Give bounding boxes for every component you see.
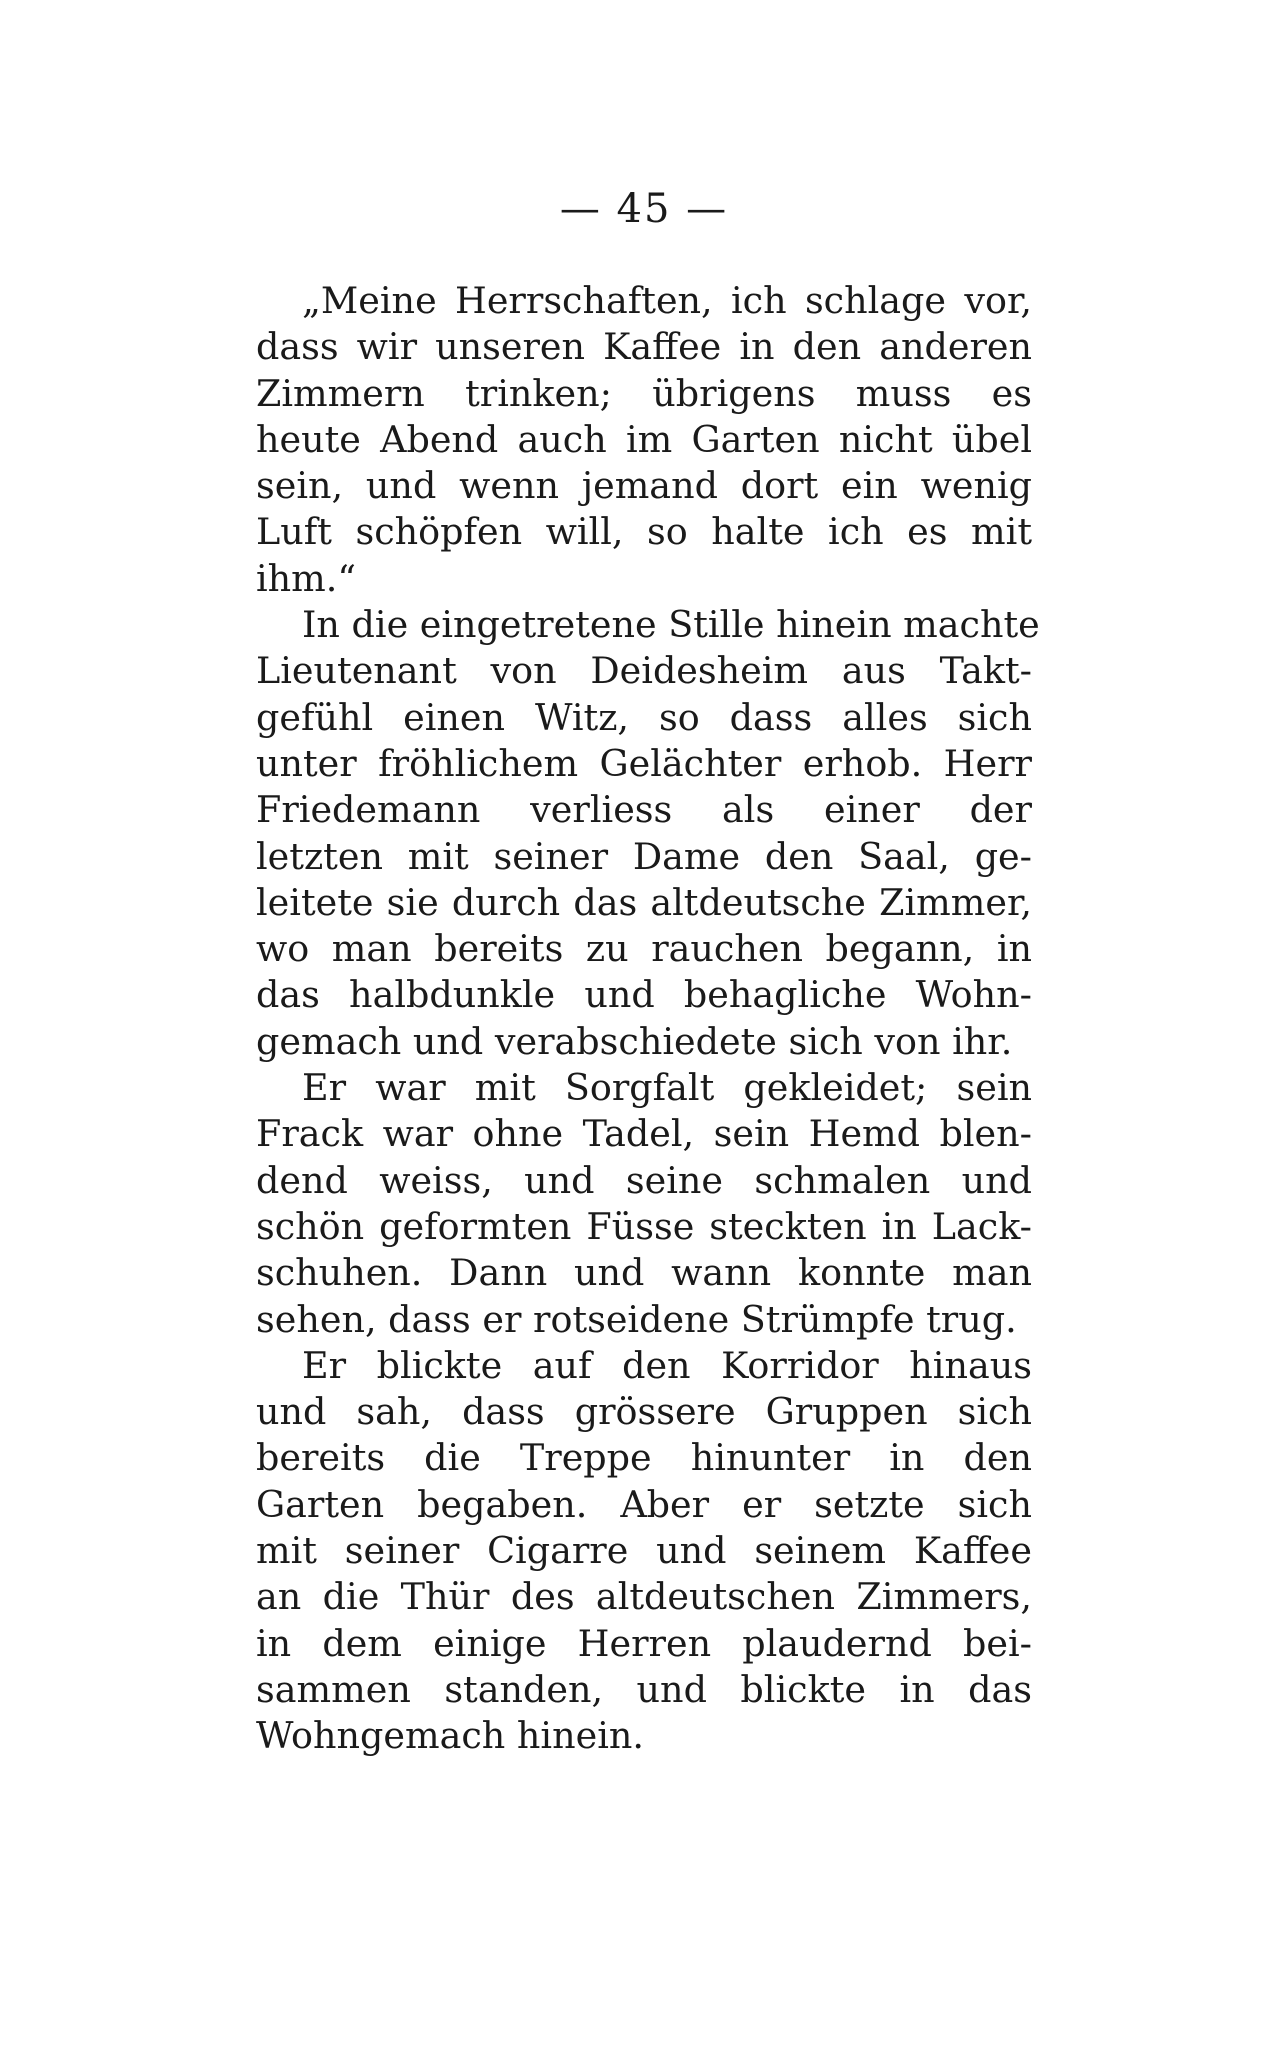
text-line: mit seiner Cigarre und seinem Kaffee [256, 1529, 1032, 1573]
text-line: Lieutenant von Deidesheim aus Takt- [256, 649, 1032, 693]
paragraph [256, 1065, 1032, 1343]
body-text [256, 278, 1040, 1760]
text-line: dend weiss, und seine schmalen und [256, 1158, 1032, 1202]
text-line: bereits die Treppe hinunter in den [256, 1436, 1032, 1480]
text-line: schuhen. Dann und wann konnte man [256, 1251, 1032, 1295]
text-line: Zimmern trinken; übrigens muss es [256, 371, 1032, 415]
text-line: ihm.“ [256, 556, 357, 600]
text-line: Er blickte auf den Korridor hinaus [302, 1343, 1032, 1387]
text-line: an die Thür des altdeutschen Zimmers, [256, 1575, 1032, 1619]
text-line: gefühl einen Witz, so dass alles sich [256, 695, 1032, 739]
paragraph [256, 278, 1032, 602]
paragraph [256, 602, 1040, 1065]
text-line: Garten begaben. Aber er setzte sich [256, 1482, 1032, 1526]
text-line: gemach und verabschiedete sich von ihr. [256, 1019, 1013, 1063]
text-line: sein, und wenn jemand dort ein wenig [256, 464, 1032, 508]
text-line: Wohngemach hinein. [256, 1714, 644, 1758]
text-line: leitete sie durch das altdeutsche Zimmer, [256, 880, 1032, 924]
text-line: sehen, dass er rotseidene Strümpfe trug. [256, 1297, 1017, 1341]
text-line: sammen standen, und blickte in das [256, 1667, 1032, 1711]
text-line: schön geformten Füsse steckten in Lack- [256, 1204, 1032, 1248]
text-line: und sah, dass grössere Gruppen sich [256, 1390, 1032, 1434]
text-line: unter fröhlichem Gelächter erhob. Herr [256, 741, 1032, 785]
text-line: heute Abend auch im Garten nicht übel [256, 417, 1032, 461]
text-line: Er war mit Sorgfalt gekleidet; sein [302, 1066, 1032, 1110]
text-line: das halbdunkle und behagliche Wohn- [256, 973, 1032, 1017]
text-line: dass wir unseren Kaffee in den anderen [256, 325, 1032, 369]
text-line: Frack war ohne Tadel, sein Hemd blen- [256, 1112, 1032, 1156]
paragraph [256, 1343, 1032, 1760]
text-line: wo man bereits zu rauchen begann, in [256, 927, 1032, 971]
text-line: In die eingetretene Stille hinein machte [302, 603, 1040, 647]
text-line: in dem einige Herren plaudernd bei- [256, 1621, 1032, 1665]
text-line: Friedemann verliess als einer der [256, 788, 1032, 832]
text-line: letzten mit seiner Dame den Saal, ge- [256, 834, 1032, 878]
text-line: „Meine Herrschaften, ich schlage vor, [302, 279, 1032, 322]
text-line: Luft schöpfen will, so halte ich es mit [256, 510, 1032, 554]
page-number: — 45 — [559, 186, 729, 232]
